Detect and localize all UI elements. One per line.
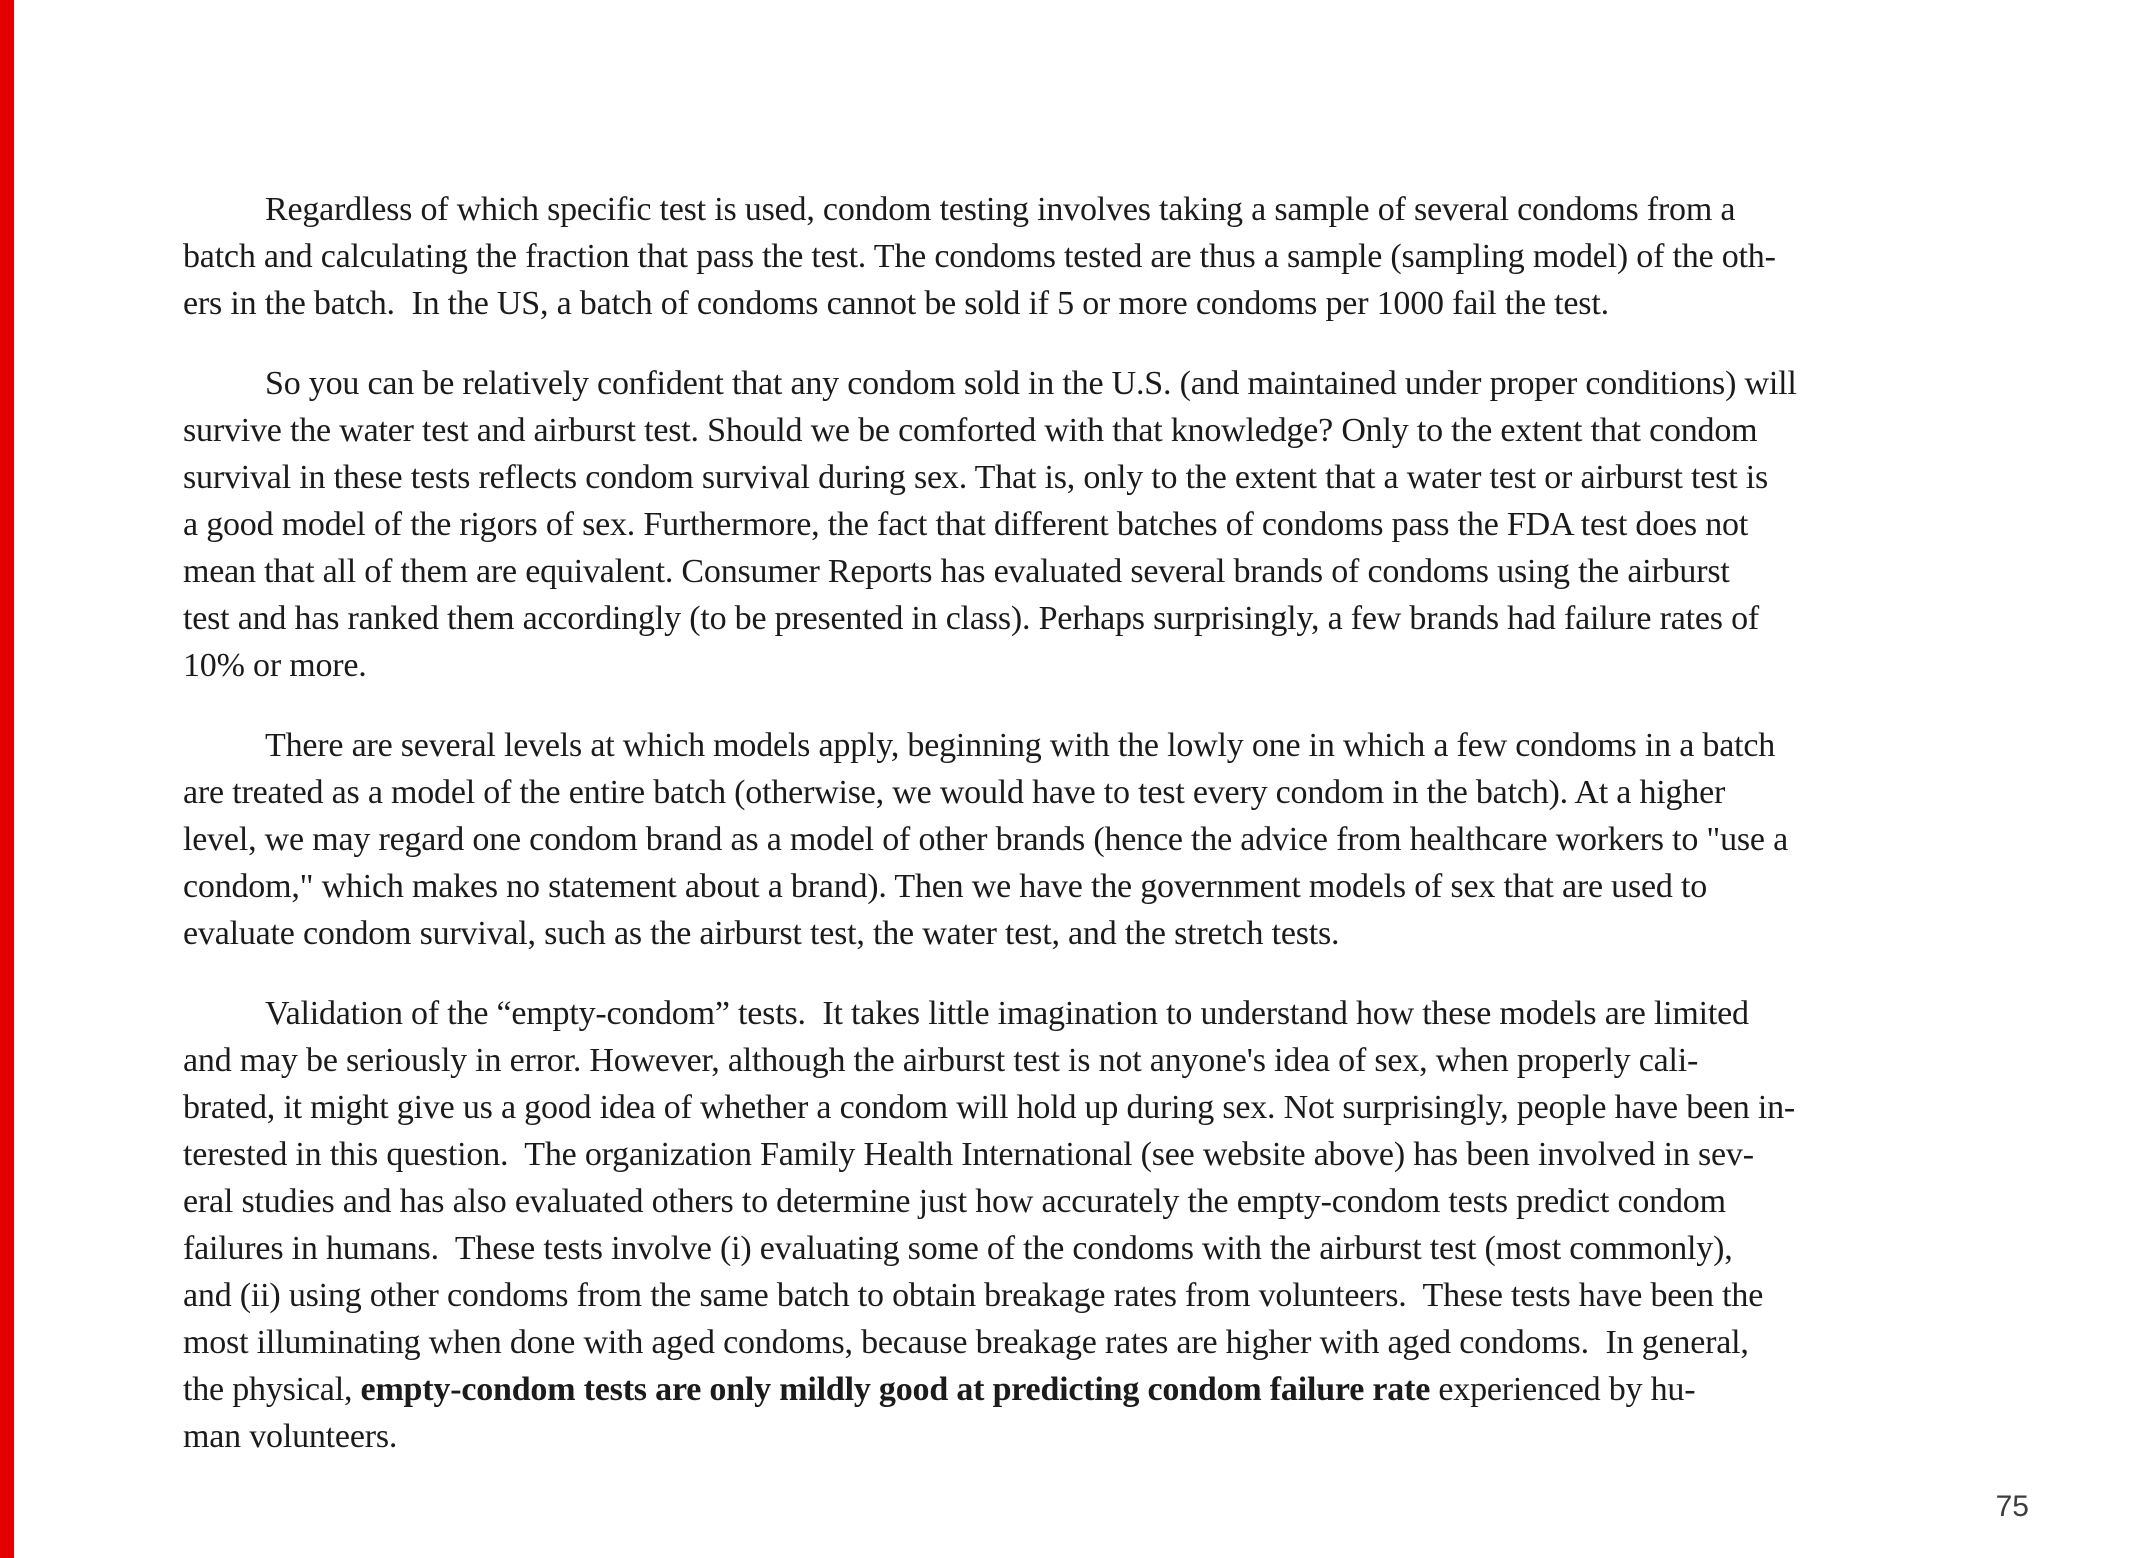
page-number: 75 <box>1995 1490 2029 1523</box>
text-line: mean that all of them are equivalent. Consumer Reports has evaluated several brands of condoms using the airburst <box>183 553 1730 590</box>
text-line: a good model of the rigors of sex. Furthermore, the fact that different batches of condoms pass the FDA test does not <box>183 506 1749 543</box>
text-line: There are several levels at which models apply, beginning with the lowly one in which a few condoms in a batch <box>265 727 1776 764</box>
text-line: the physical, empty-condom tests are only mildly good at predicting condom failure rate experienced by hu- <box>183 1371 1696 1408</box>
paragraph <box>183 360 1973 689</box>
text-line: most illuminating when done with aged condoms, because breakage rates are higher with aged condoms. In general, <box>183 1324 1749 1361</box>
text-line: eral studies and has also evaluated others to determine just how accurately the empty-condom tests predict condom <box>183 1183 1726 1220</box>
text-line: Validation of the “empty-condom” tests. It takes little imagination to understand how these models are limited <box>265 995 1749 1032</box>
text-line: Regardless of which specific test is used, condom testing involves taking a sample of several condoms from a <box>265 191 1736 228</box>
text-line: brated, it might give us a good idea of whether a condom will hold up during sex. Not surprisingly, people have been in- <box>183 1089 1796 1126</box>
text-line: condom," which makes no statement about a brand). Then we have the government models of sex that are used to <box>183 868 1708 905</box>
text-line: So you can be relatively confident that any condom sold in the U.S. (and maintained under proper conditions) will <box>265 365 1797 402</box>
paragraph <box>183 186 1973 327</box>
paragraph <box>183 722 1973 957</box>
text-line: survive the water test and airburst test. Should we be comforted with that knowledge? Only to the extent that condom <box>183 412 1758 449</box>
text-line: failures in humans. These tests involve (i) evaluating some of the condoms with the airburst test (most commonly), <box>183 1230 1733 1267</box>
text-line: level, we may regard one condom brand as a model of other brands (hence the advice from healthcare workers to "use a <box>183 821 1789 858</box>
text-line: and may be seriously in error. However, although the airburst test is not anyone's idea of sex, when properly cali- <box>183 1042 1699 1079</box>
document-body <box>183 186 1973 1493</box>
text-line: ers in the batch. In the US, a batch of condoms cannot be sold if 5 or more condoms per 1000 fail the test. <box>183 285 1609 322</box>
text-line: terested in this question. The organization Family Health International (see website above) has been involved in sev- <box>183 1136 1754 1173</box>
text-line: are treated as a model of the entire batch (otherwise, we would have to test every condom in the batch). At a higher <box>183 774 1726 811</box>
text-line: survival in these tests reflects condom survival during sex. That is, only to the extent that a water test or airburst test is <box>183 459 1769 496</box>
text-line: evaluate condom survival, such as the airburst test, the water test, and the stretch tests. <box>183 915 1340 952</box>
paragraph <box>183 990 1973 1460</box>
text-line: batch and calculating the fraction that pass the test. The condoms tested are thus a sample (sampling model) of the oth- <box>183 238 1776 275</box>
left-edge-accent-bar <box>0 0 14 1558</box>
text-line: man volunteers. <box>183 1418 398 1455</box>
text-line: 10% or more. <box>183 647 367 684</box>
text-line: and (ii) using other condoms from the same batch to obtain breakage rates from volunteers. These tests have been the <box>183 1277 1764 1314</box>
text-line: test and has ranked them accordingly (to be presented in class). Perhaps surprisingly, a few brands had failure rates of <box>183 600 1759 637</box>
